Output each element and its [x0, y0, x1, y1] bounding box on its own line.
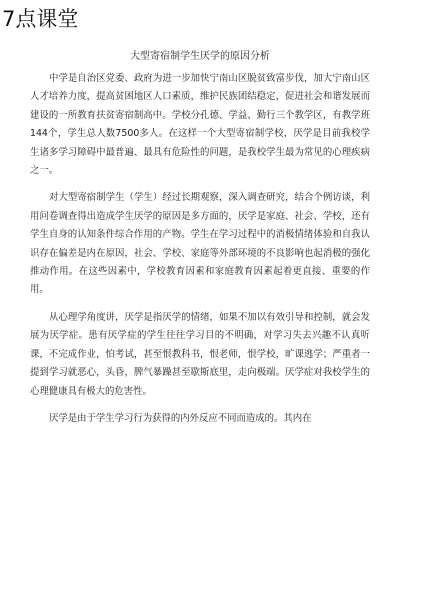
document-title: 大型寄宿制学生厌学的原因分析: [130, 51, 270, 62]
paragraph-3: 从心理学角度讲，厌学是指厌学的情绪，如果不加以有效引导和控制，就会发展为厌学症。患有厌学症的学生往往学习目的不明确，对学习失去兴趣不认真听课，不完成作业，怕考试，甚至恨教科书，恨老师，恨学校，旷课逃学；严重者一提到学习就恶心，头昏，脾气暴躁甚至歇斯底里，走向极端。厌学症对我校学生的心理健康具有极大的危害性。: [30, 311, 370, 397]
paragraph-2: 对大型寄宿制学生（学生）经过长期观察，深入调查研究，结合个例访谈，利用问卷调查得出造成学生厌学的原因是多方面的，厌学是家庭、社会、学校，还有学生自身的认知条件综合作用的产物。学生在学习过程中的消极情绪体验和自我认识存在偏差是内在原因，社会、学校、家庭等外部环境的不良影响也起消极的强化推动作用。在这些因素中，学校教育因素和家庭教育因素起着更直接、重要的作用。: [30, 192, 370, 296]
site-label: 7点课堂: [2, 7, 79, 31]
paragraph-4: 厌学是由于学生学习行为获得的内外反应不同而造成的。其内在: [49, 412, 312, 424]
document-body: [30, 46, 370, 429]
paragraph-1: 中学是自治区党委、政府为进一步加快宁南山区脱贫致富步伐，加大宁南山区人才培养力度，提高贫困地区人口素质，维护民族团结稳定，促进社会和谐发展而建设的一所教育扶贫寄宿制高中。学校分孔德、学益、勤行三个教学区，有教学班144个，学生总人数7500多人。在这样一个大型寄宿制学校，厌学是目前我校学生诸多学习障碍中最普遍、最具有危险性的问题，是我校学生最为常见的心理疾病之一。: [30, 73, 370, 177]
